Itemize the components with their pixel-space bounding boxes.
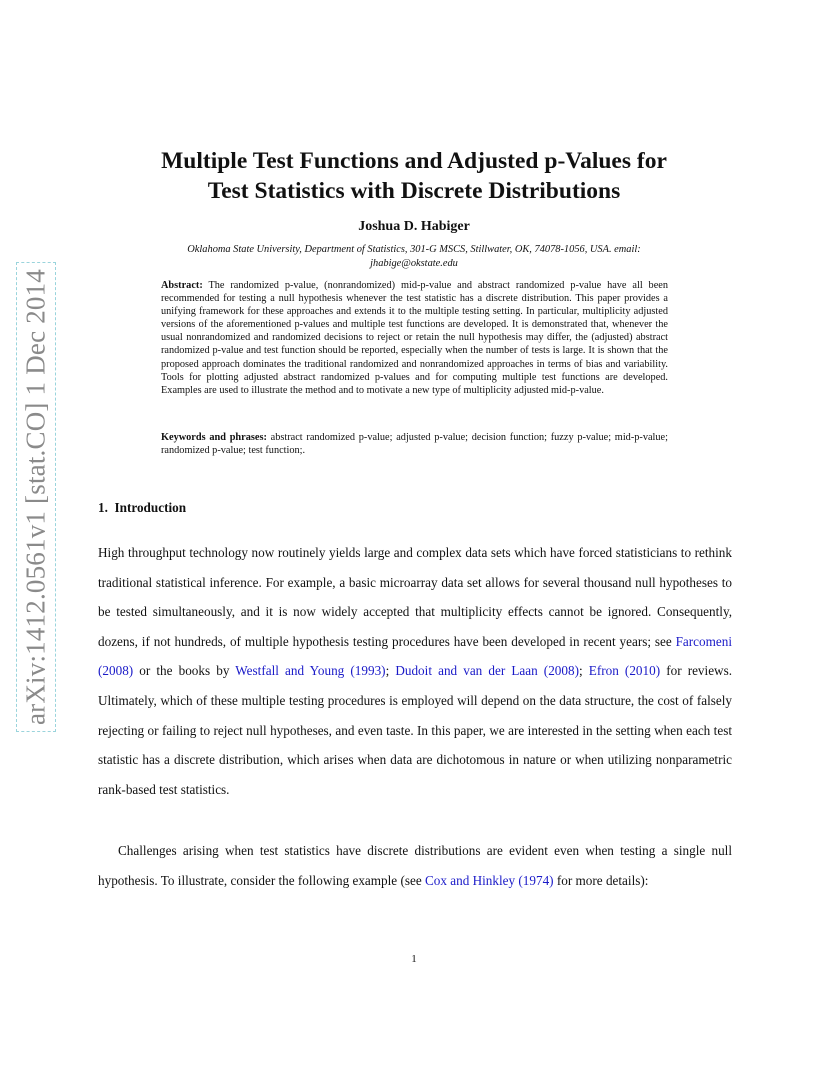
arxiv-stamp: [16, 262, 56, 732]
keywords-text: abstract randomized p-value; adjusted p-value; decision function; fuzzy p-value; mid-p-value; randomized p-value; test function;.: [161, 432, 668, 457]
para2-part1: Challenges arising when test statistics have discrete distributions are evident even when testing a single null hypothesis. To illustrate, consider the following example (see: [98, 843, 732, 888]
arxiv-id: arXiv:1412.0561v1 [stat.CO] 1 Dec 2014: [20, 268, 51, 726]
author-name: Joshua D. Habiger: [358, 219, 470, 234]
para1-part1: High throughput technology now routinely yields large and complex data sets which have forced statisticians to rethink traditional statistical inference. For example, a basic microarray data set allows for several thousand null hypotheses to be tested simultaneously, and it is now widely accepted that multiplicity effects cannot be ignored. Consequently, dozens, if not hundreds, of multiple hypothesis testing procedures have been developed in recent years; see: [98, 545, 732, 649]
citation-efron[interactable]: Efron (2010): [588, 663, 661, 679]
title-line-1: Multiple Test Functions and Adjusted p-Values for: [161, 148, 667, 174]
keywords-label: Keywords and phrases:: [161, 432, 267, 443]
citation-westfall-young[interactable]: Westfall and Young (1993): [235, 663, 386, 679]
abstract-label: Abstract:: [161, 280, 203, 291]
affiliation-line-1: Oklahoma State University, Department of Statistics, 301-G MSCS, Stillwater, OK, 74078-1056, USA. email:: [187, 244, 641, 255]
section-number: 1.: [98, 500, 108, 515]
para2-part2: for more details):: [553, 872, 649, 888]
para1-part3: for reviews. Ultimately, which of these multiple testing procedures is employed will depend on the data structure, the cost of falsely rejecting or failing to reject null hypotheses, and even taste. In this paper, we are interested in the setting when each test statistic has a discrete distribution, which arises when data are dichotomous in nature or when utilizing nonparametric rank-based test statistics.: [98, 663, 732, 797]
citation-cox-hinkley[interactable]: Cox and Hinkley (1974): [424, 872, 554, 888]
affiliation: [130, 243, 698, 271]
section-title: Introduction: [114, 500, 187, 515]
intro-paragraph-1: High throughput technology now routinely yields large and complex data sets which have forced statisticians to rethink traditional statistical inference. For example, a basic microarray data set allows for several thousand null hypotheses to be tested simultaneously, and it is now widely accepted that multiplicity effects cannot be ignored. Consequently, dozens, if not hundreds, of multiple hypothesis testing procedures have been developed in recent years; see Farcomeni (2008) or the books by Westfall and Young (1993); Dudoit and van der Laan (2008); Efron (2010) for reviews. Ultimately, which of these multiple testing procedures is employed will depend on the data structure, the cost of falsely rejecting or failing to reject null hypotheses, and even taste. In this paper, we are interested in the setting when each test statistic has a discrete distribution, which arises when data are dichotomous in nature or when utilizing nonparametric rank-based test statistics.: [98, 545, 732, 797]
keywords: [161, 431, 668, 457]
affiliation-email: jhabige@okstate.edu: [370, 258, 458, 269]
abstract-text: The randomized p-value, (nonrandomized) mid-p-value and abstract randomized p-value have all been recommended for testing a null hypothesis whenever the test statistic has a discrete distribution. This paper provides a unifying framework for these approaches and extends it to the multiple testing setting. In particular, multiplicity adjusted versions of the aforementioned p-values and multiple test functions are developed. It is demonstrated that, whenever the usual nonrandomized and randomized decisions to reject or retain the null hypothesis may differ, the (adjusted) abstract randomized p-value and test function should be reported, especially when the number of tests is large. It is shown that the proposed approach dominates the traditional randomized and nonrandomized approaches in terms of bias and variability. Tools for plotting adjusted abstract randomized p-values and for computing multiple test functions are developed. Examples are used to illustrate the method and to motivate a new type of multiplicity adjusted mid-p-value.: [161, 280, 668, 396]
citation-farcomeni[interactable]: Farcomeni (2008): [98, 633, 732, 679]
section-heading: [98, 500, 186, 516]
citation-dudoit-van-der-laan[interactable]: Dudoit and van der Laan (2008): [395, 663, 579, 679]
paper-title: [60, 146, 768, 206]
page-number: 1: [411, 953, 417, 965]
title-line-2: Test Statistics with Discrete Distributions: [207, 178, 621, 204]
para1-part2: or the books by: [133, 663, 236, 679]
intro-paragraph-2: [98, 836, 732, 895]
abstract: [161, 279, 668, 397]
